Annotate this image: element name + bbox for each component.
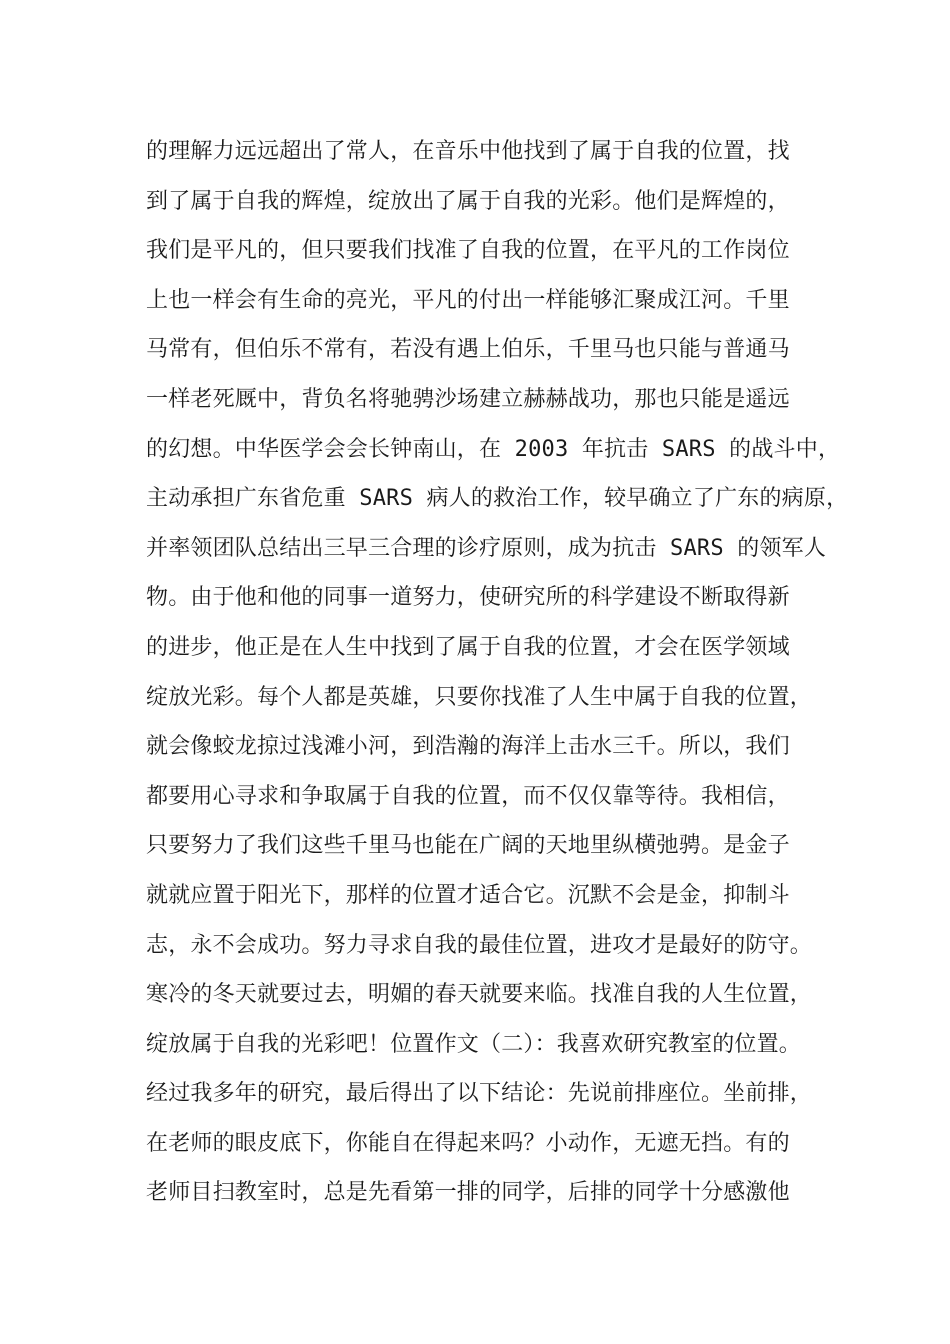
text-line: 老师目扫教室时，总是先看第一排的同学，后排的同学十分感激他 bbox=[146, 1180, 790, 1206]
text-line: 马常有，但伯乐不常有，若没有遇上伯乐，千里马也只能与普通马 bbox=[146, 337, 790, 363]
text-line: 绽放光彩。每个人都是英雄，只要你找准了人生中属于自我的位置， bbox=[146, 684, 813, 710]
text-line: 就会像蛟龙掠过浅滩小河，到浩瀚的海洋上击水三千。所以，我们 bbox=[146, 734, 790, 760]
text-line: 主动承担广东省危重 SARS 病人的救治工作，较早确立了广东的病原， bbox=[146, 486, 849, 512]
text-line: 的理解力远远超出了常人，在音乐中他找到了属于自我的位置，找 bbox=[146, 139, 790, 164]
text-line: 都要用心寻求和争取属于自我的位置，而不仅仅靠等待。我相信， bbox=[146, 783, 790, 809]
text-line: 并率领团队总结出三早三合理的诊疗原则，成为抗击 SARS 的领军人 bbox=[146, 535, 827, 561]
text-line: 的幻想。中华医学会会长钟南山，在 2003 年抗击 SARS 的战斗中， bbox=[146, 436, 841, 462]
text-line: 寒冷的冬天就要过去，明媚的春天就要来临。找准自我的人生位置， bbox=[146, 982, 813, 1008]
text-line: 物。由于他和他的同事一道努力，使研究所的科学建设不断取得新 bbox=[146, 585, 790, 611]
text-line: 我们是平凡的，但只要我们找准了自我的位置，在平凡的工作岗位 bbox=[146, 238, 790, 264]
body-text bbox=[146, 134, 849, 1225]
text-line: 志，永不会成功。努力寻求自我的最佳位置，进攻才是最好的防守。 bbox=[146, 932, 813, 958]
text-line: 在老师的眼皮底下，你能自在得起来吗？小动作，无遮无挡。有的 bbox=[146, 1130, 790, 1156]
text-line: 绽放属于自我的光彩吧！位置作文（二）：我喜欢研究教室的位置。 bbox=[146, 1031, 802, 1057]
text-line: 的进步，他正是在人生中找到了属于自我的位置，才会在医学领域 bbox=[146, 634, 790, 660]
text-line: 上也一样会有生命的亮光，平凡的付出一样能够汇聚成江河。千里 bbox=[146, 287, 790, 313]
text-line: 只要努力了我们这些千里马也能在广阔的天地里纵横弛骋。是金子 bbox=[146, 833, 790, 859]
text-line: 经过我多年的研究，最后得出了以下结论：先说前排座位。坐前排， bbox=[146, 1081, 813, 1107]
text-line: 到了属于自我的辉煌，绽放出了属于自我的光彩。他们是辉煌的， bbox=[146, 188, 790, 214]
text-line: 一样老死厩中，背负名将驰骋沙场建立赫赫战功，那也只能是遥远 bbox=[146, 386, 790, 412]
text-line: 就就应置于阳光下，那样的位置才适合它。沉默不会是金，抑制斗 bbox=[146, 882, 790, 908]
